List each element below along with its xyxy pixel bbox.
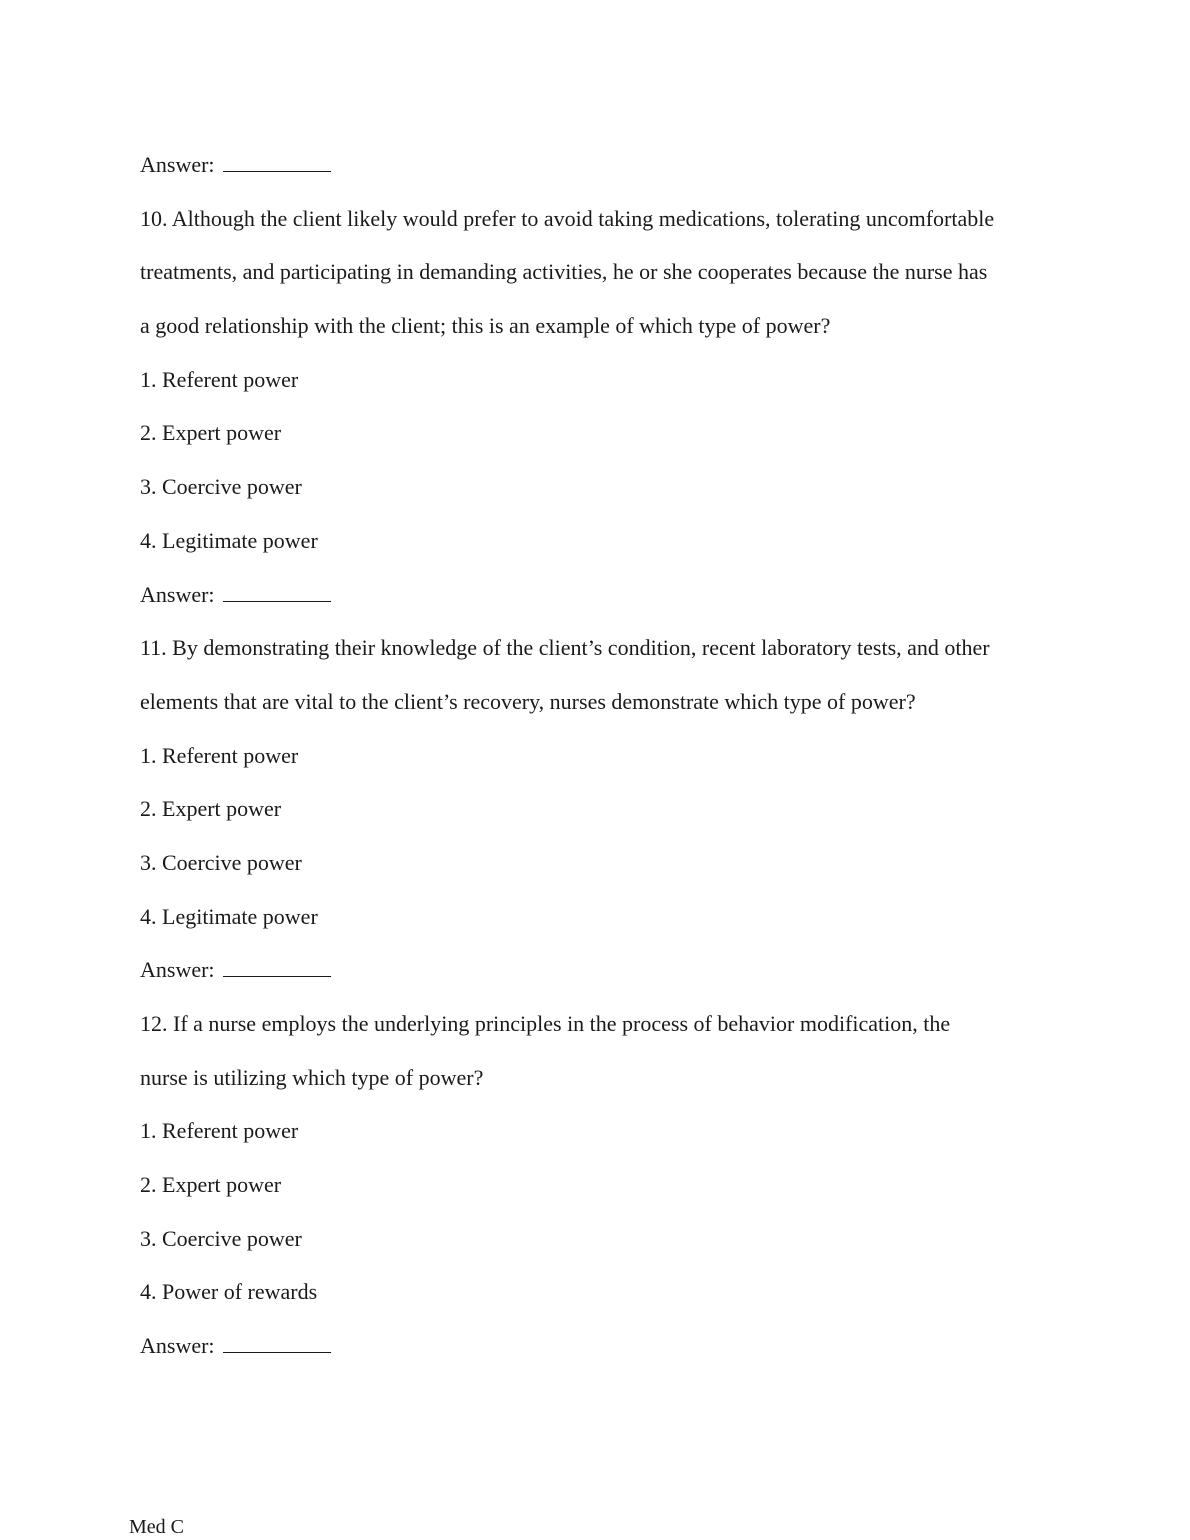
question-12-option-4: 4. Power of rewards (140, 1279, 318, 1305)
answer-label: Answer: (140, 581, 215, 607)
question-11-option-3: 3. Coercive power (140, 849, 302, 875)
question-11 (140, 621, 1060, 997)
question-10-text-line-1: 10. Although the client likely would prefer to avoid taking medications, tolerating uncomfortable (140, 205, 995, 231)
answer-blank (223, 956, 331, 977)
answer-blank (223, 1332, 331, 1353)
answer-label: Answer: (140, 1333, 215, 1359)
question-11-option-2: 2. Expert power (140, 796, 282, 822)
question-11-option-1: 1. Referent power (140, 742, 299, 768)
document-page (140, 138, 1060, 1373)
answer-line-q10 (140, 568, 1060, 622)
question-12 (140, 997, 1060, 1373)
answer-blank (223, 581, 331, 602)
answer-label: Answer: (140, 152, 215, 177)
question-11-text-line-1: 11. By demonstrating their knowledge of the client’s condition, recent laboratory tests, and other (140, 635, 990, 661)
question-12-option-1: 1. Referent power (140, 1118, 299, 1144)
question-12-option-3: 3. Coercive power (140, 1225, 302, 1251)
answer-line-q12 (140, 1319, 1060, 1373)
question-10-text-line-3: a good relationship with the client; this is an example of which type of power? (140, 313, 831, 339)
answer-label: Answer: (140, 957, 215, 983)
question-10-option-4: 4. Legitimate power (140, 527, 318, 553)
question-10-option-3: 3. Coercive power (140, 474, 302, 500)
question-11-option-4: 4. Legitimate power (140, 903, 318, 929)
question-12-option-2: 2. Expert power (140, 1172, 282, 1198)
question-10 (140, 192, 1060, 622)
answer-line-q9 (140, 138, 1060, 192)
page-footer: Med C (129, 1516, 184, 1538)
answer-line-q11 (140, 943, 1060, 997)
question-11-text-line-2: elements that are vital to the client’s recovery, nurses demonstrate which type of power? (140, 688, 916, 714)
question-12-text-line-1: 12. If a nurse employs the underlying principles in the process of behavior modification, the (140, 1011, 951, 1036)
question-10-text-line-2: treatments, and participating in demanding activities, he or she cooperates because the nurse has (140, 259, 988, 285)
question-10-option-2: 2. Expert power (140, 420, 282, 446)
answer-blank (223, 151, 331, 172)
question-12-text-line-2: nurse is utilizing which type of power? (140, 1064, 484, 1090)
question-10-option-1: 1. Referent power (140, 366, 299, 392)
